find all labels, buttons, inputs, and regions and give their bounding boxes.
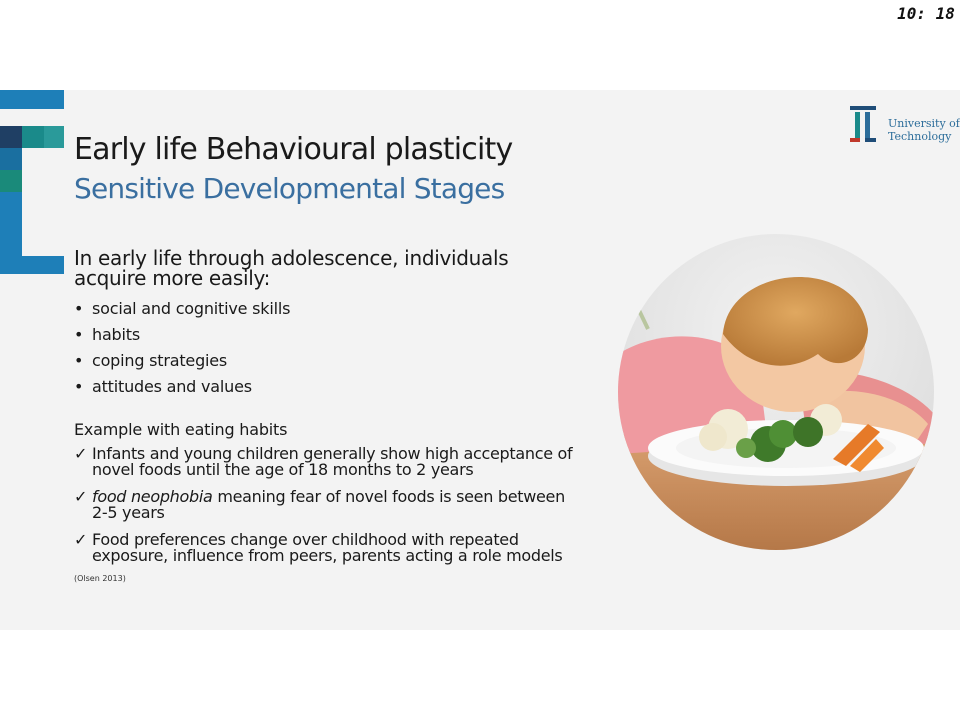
check-item xyxy=(74,532,574,564)
university-logo-icon xyxy=(848,104,878,144)
university-logo xyxy=(848,100,960,150)
bullet-item: • social and cognitive skills xyxy=(74,296,290,322)
check-item xyxy=(74,489,574,521)
slide xyxy=(0,90,960,630)
check-item-text: Food preferences change over childhood with repeated exposure, influence from peers, parents acting a role models xyxy=(92,530,563,565)
slide-title: Early life Behavioural plasticity xyxy=(74,132,513,167)
bullet-item: • attitudes and values xyxy=(74,374,290,400)
check-icon: ✓ xyxy=(74,444,88,463)
check-item-text: Infants and young children generally show high acceptance of novel foods until the age of 18 months to 2 years xyxy=(92,444,573,479)
slide-subtitle: Sensitive Developmental Stages xyxy=(74,172,505,205)
check-item xyxy=(74,446,574,478)
timestamp: 10: 18 xyxy=(893,2,959,26)
citation: (Olsen 2013) xyxy=(74,574,126,583)
intro-text: In early life through adolescence, individuals acquire more easily: xyxy=(74,246,509,290)
check-item-text: meaning fear of novel foods is seen between 2-5 years xyxy=(92,487,565,522)
university-name-line2: Technology xyxy=(888,130,952,143)
university-name-line1: University of xyxy=(888,117,960,130)
check-icon: ✓ xyxy=(74,530,88,549)
example-heading: Example with eating habits xyxy=(74,420,288,439)
check-icon: ✓ xyxy=(74,487,88,506)
university-name xyxy=(888,117,960,143)
check-list xyxy=(74,446,574,575)
child-refusing-vegetables-photo xyxy=(618,234,934,550)
bullet-list xyxy=(74,296,290,400)
bullet-item: • habits xyxy=(74,322,290,348)
check-item-emphasis: food neophobia xyxy=(92,487,213,506)
bullet-item: • coping strategies xyxy=(74,348,290,374)
